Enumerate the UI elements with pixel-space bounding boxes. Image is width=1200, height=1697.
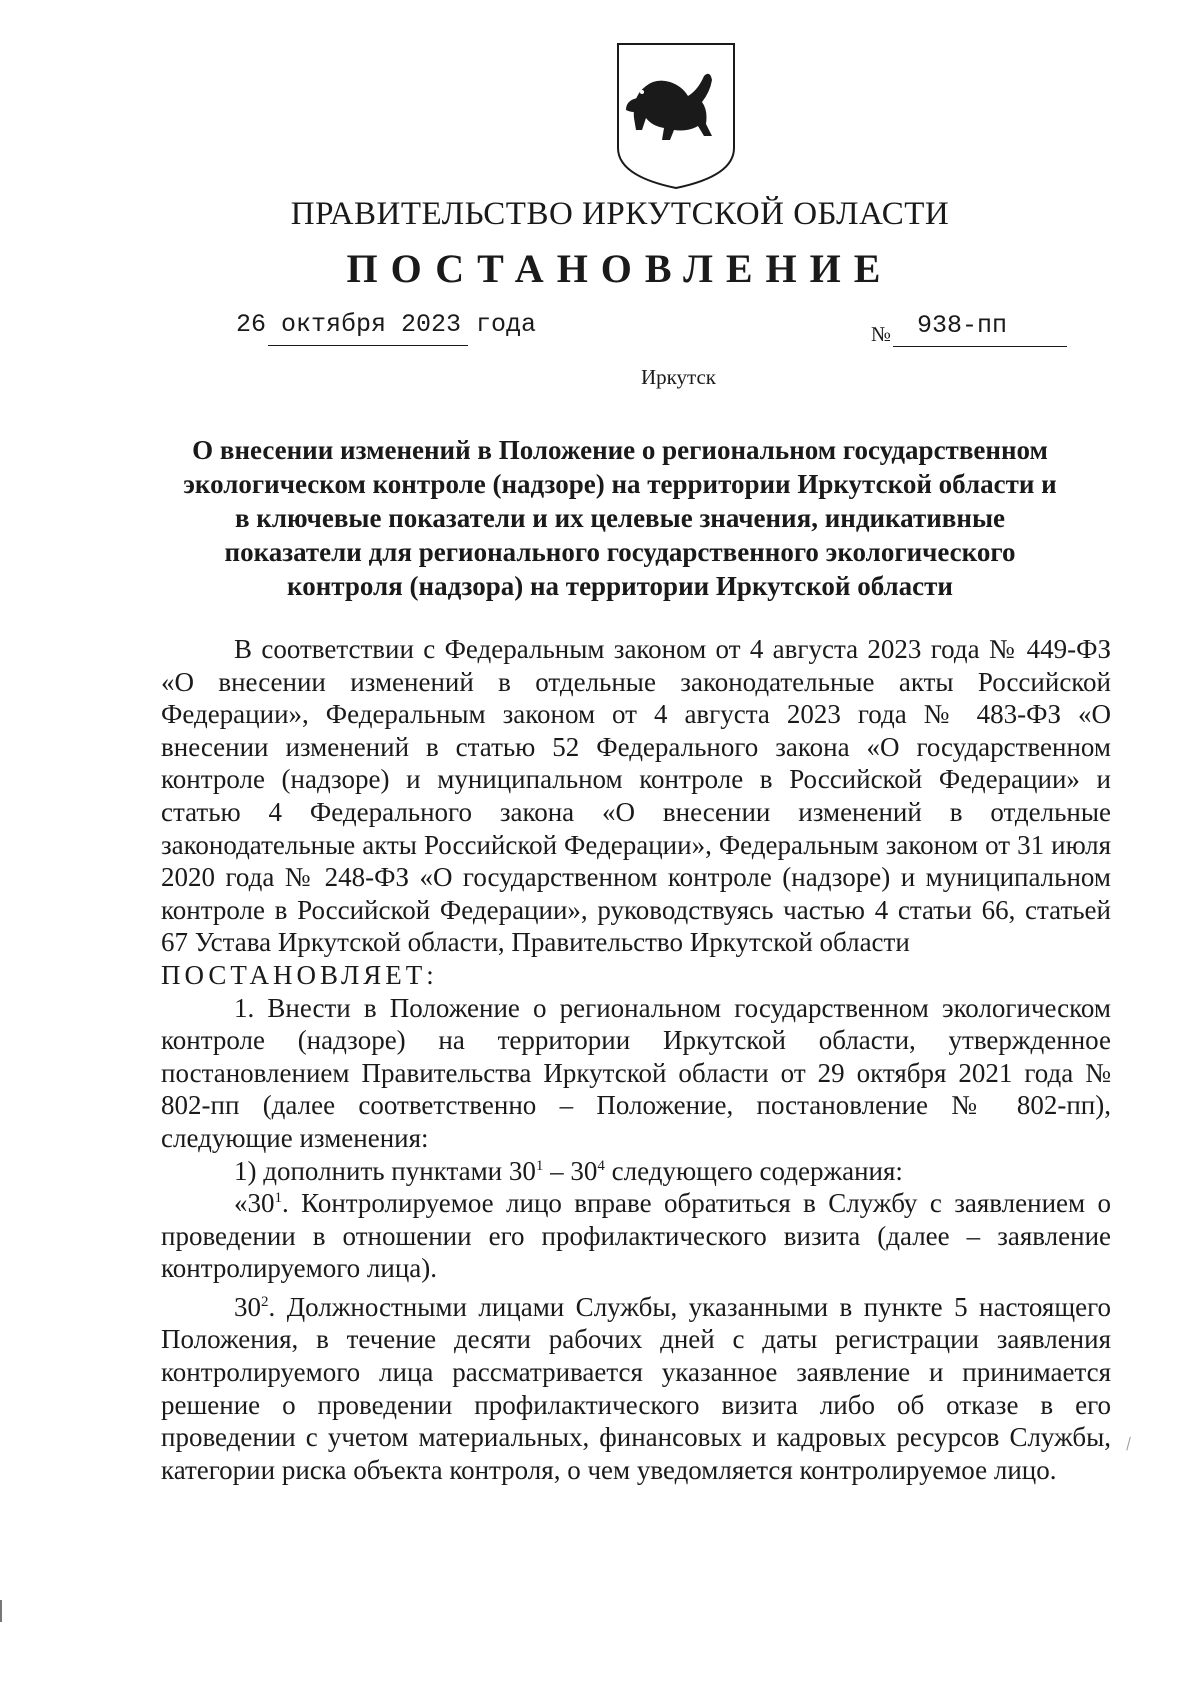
document-number: 938-пп [917, 311, 1008, 340]
number-underline [893, 346, 1067, 347]
coat-of-arms-emblem [612, 40, 740, 190]
subitem-text: следующего содержания: [604, 1155, 903, 1186]
document-date: 26 октября 2023 года [236, 310, 537, 339]
scan-mark [1126, 1437, 1133, 1452]
heading-line: контроля (надзора) на территории Иркутской области [287, 571, 953, 601]
resolves-keyword: ПОСТАНОВЛЯЕТ: [161, 959, 438, 990]
superscript: 4 [597, 1157, 605, 1174]
subitem-text: 1) дополнить пунктами 30 [234, 1155, 536, 1186]
superscript: 2 [261, 1293, 269, 1310]
heading-line: в ключевые показатели и их целевые значения, индикативные [234, 503, 1006, 533]
babr-icon [612, 40, 740, 190]
point-number: «30 [234, 1188, 275, 1219]
subitem-text: – 30 [543, 1155, 598, 1186]
scan-edge-mark [0, 1600, 2, 1622]
superscript: 1 [535, 1157, 544, 1174]
point-text: . Контролируемое лицо вправе обратиться в Службу с заявлением о проведении в отношении его профилактического визита (далее – заявление контролируемого лица). [161, 1188, 1111, 1284]
heading-line: показатели для регионального государственного экологического [224, 537, 1016, 567]
number-sign: № [871, 322, 892, 346]
preamble-paragraph: В соответствии с Федеральным законом от 4 августа 2023 года № 449-ФЗ «О внесении изменений в отдельные законодательные акты Российской Федерации», Федеральным законом от 4 августа 2023 года № 483-ФЗ «О внесении изменений в статью 52 Федерального закона «О государственном контроле (надзоре) и муниципальном контроле в Российской Федерации» и статью 4 Федерального закона «О внесении изменений в отдельные законодательные акты Российской Федерации», Федеральным законом от 31 июля 2020 года № 248-ФЗ «О государственном контроле (надзоре) и муниципальном контроле в Российской Федерации», руководствуясь частью 4 статьи 66, статьей 67 Устава Иркутской области, Правительство Иркутской области [161, 634, 1111, 958]
document-heading [150, 433, 1090, 603]
heading-line: экологическом контроле (надзоре) на территории Иркутской области и [183, 469, 1057, 499]
superscript: 1 [274, 1190, 282, 1207]
document-type-title: ПОСТАНОВЛЕНИЕ [346, 246, 894, 291]
point-number: 30 [234, 1291, 261, 1322]
date-underline [268, 345, 468, 346]
point-30-2-paragraph [161, 1291, 1111, 1487]
point-30-1-paragraph [161, 1187, 1111, 1285]
document-body [161, 633, 1111, 1486]
point-text: . Должностными лицами Службы, указанными в пункте 5 настоящего Положения, в течение десяти рабочих дней с даты регистрации заявления контролируемого лица рассматривается указанное заявление и принимается решение о проведении профилактического визита либо об отказе в его проведении с учетом материальных, финансовых и кадровых ресурсов Службы, категории риска объекта контроля, о чем уведомляется контролируемое лицо. [161, 1291, 1111, 1485]
subitem-1-paragraph [161, 1155, 1111, 1188]
item-1-paragraph: 1. Внести в Положение о региональном государственном экологическом контроле (надзоре) на территории Иркутской области, утвержденное постановлением Правительства Иркутской области от 29 октября 2021 года № 802-пп (далее соответственно – Положение, постановление № 802-пп), следующие изменения: [161, 992, 1111, 1153]
heading-line: О внесении изменений в Положение о региональном государственном [192, 435, 1048, 465]
government-name: ПРАВИТЕЛЬСТВО ИРКУТСКОЙ ОБЛАСТИ [290, 196, 950, 232]
city-name: Иркутск [640, 365, 717, 389]
